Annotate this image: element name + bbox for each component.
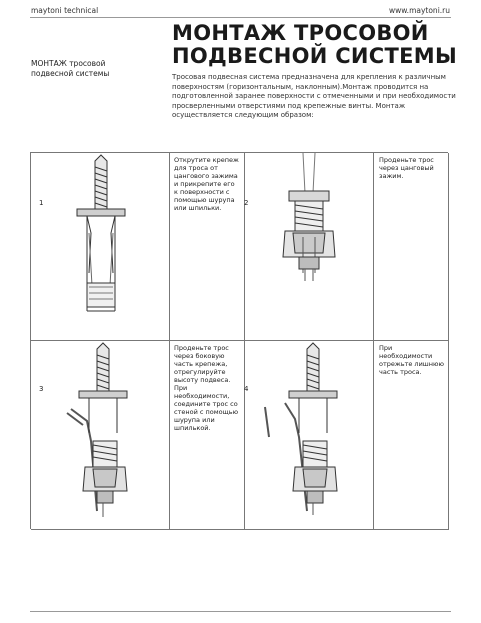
step-1-diagram-cell <box>31 153 170 341</box>
page-title-line-2: ПОДВЕСНОЙ СИСТЕМЫ <box>172 44 458 68</box>
side-title: МОНТАЖ тросовой подвесной системы <box>31 59 110 78</box>
step-4-instruction: При необходимости отрежьте лишнюю часть троса. <box>379 344 444 376</box>
step-3-text-cell <box>170 341 245 530</box>
step-3-illustration <box>31 341 170 530</box>
intro-text: Тросовая подвесная система предназначена для крепления к различным поверхностям (горизонтальным, наклонным).Монтаж проводится на подготовленной заранее поверхности с отмеченными и при необходимости просверленными отверстиями под крепежные винты. Монтаж осуществляется следующим образом: <box>172 73 456 119</box>
page-title-line-1: МОНТАЖ ТРОСОВОЙ <box>172 21 429 45</box>
step-1-illustration <box>31 153 170 341</box>
steps-table <box>30 152 448 529</box>
step-3-instruction: Проденьте трос через боковую часть крепежа, отрегулируйте высоту подвеса. При необходимости, соедините трос со стеной с помощью шурупа или шпилькой. <box>174 344 239 432</box>
step-4-diagram-cell <box>245 341 374 530</box>
step-1-text-cell <box>170 153 245 341</box>
step-1-instruction: Открутите крепеж для троса от цангового зажима и прикрепите его к поверхности с помощью шурупа или шпильки. <box>174 156 239 212</box>
step-1-number: 1 <box>39 199 44 207</box>
step-2-illustration <box>245 153 374 341</box>
header-brand: maytoni technical <box>31 6 99 15</box>
step-4-text-cell <box>374 341 449 530</box>
page-title <box>172 22 457 68</box>
step-3-diagram-cell <box>31 341 170 530</box>
header-divider <box>30 17 451 18</box>
header-website[interactable]: www.maytoni.ru <box>388 6 450 15</box>
step-2-number: 2 <box>244 199 249 207</box>
step-4-illustration <box>245 341 374 530</box>
footer-divider <box>30 611 451 612</box>
step-4-number: 4 <box>244 385 249 393</box>
step-2-diagram-cell <box>245 153 374 341</box>
step-3-number: 3 <box>39 385 44 393</box>
step-2-instruction: Проденьте трос через цанговый зажим. <box>379 156 434 180</box>
step-2-text-cell <box>374 153 449 341</box>
